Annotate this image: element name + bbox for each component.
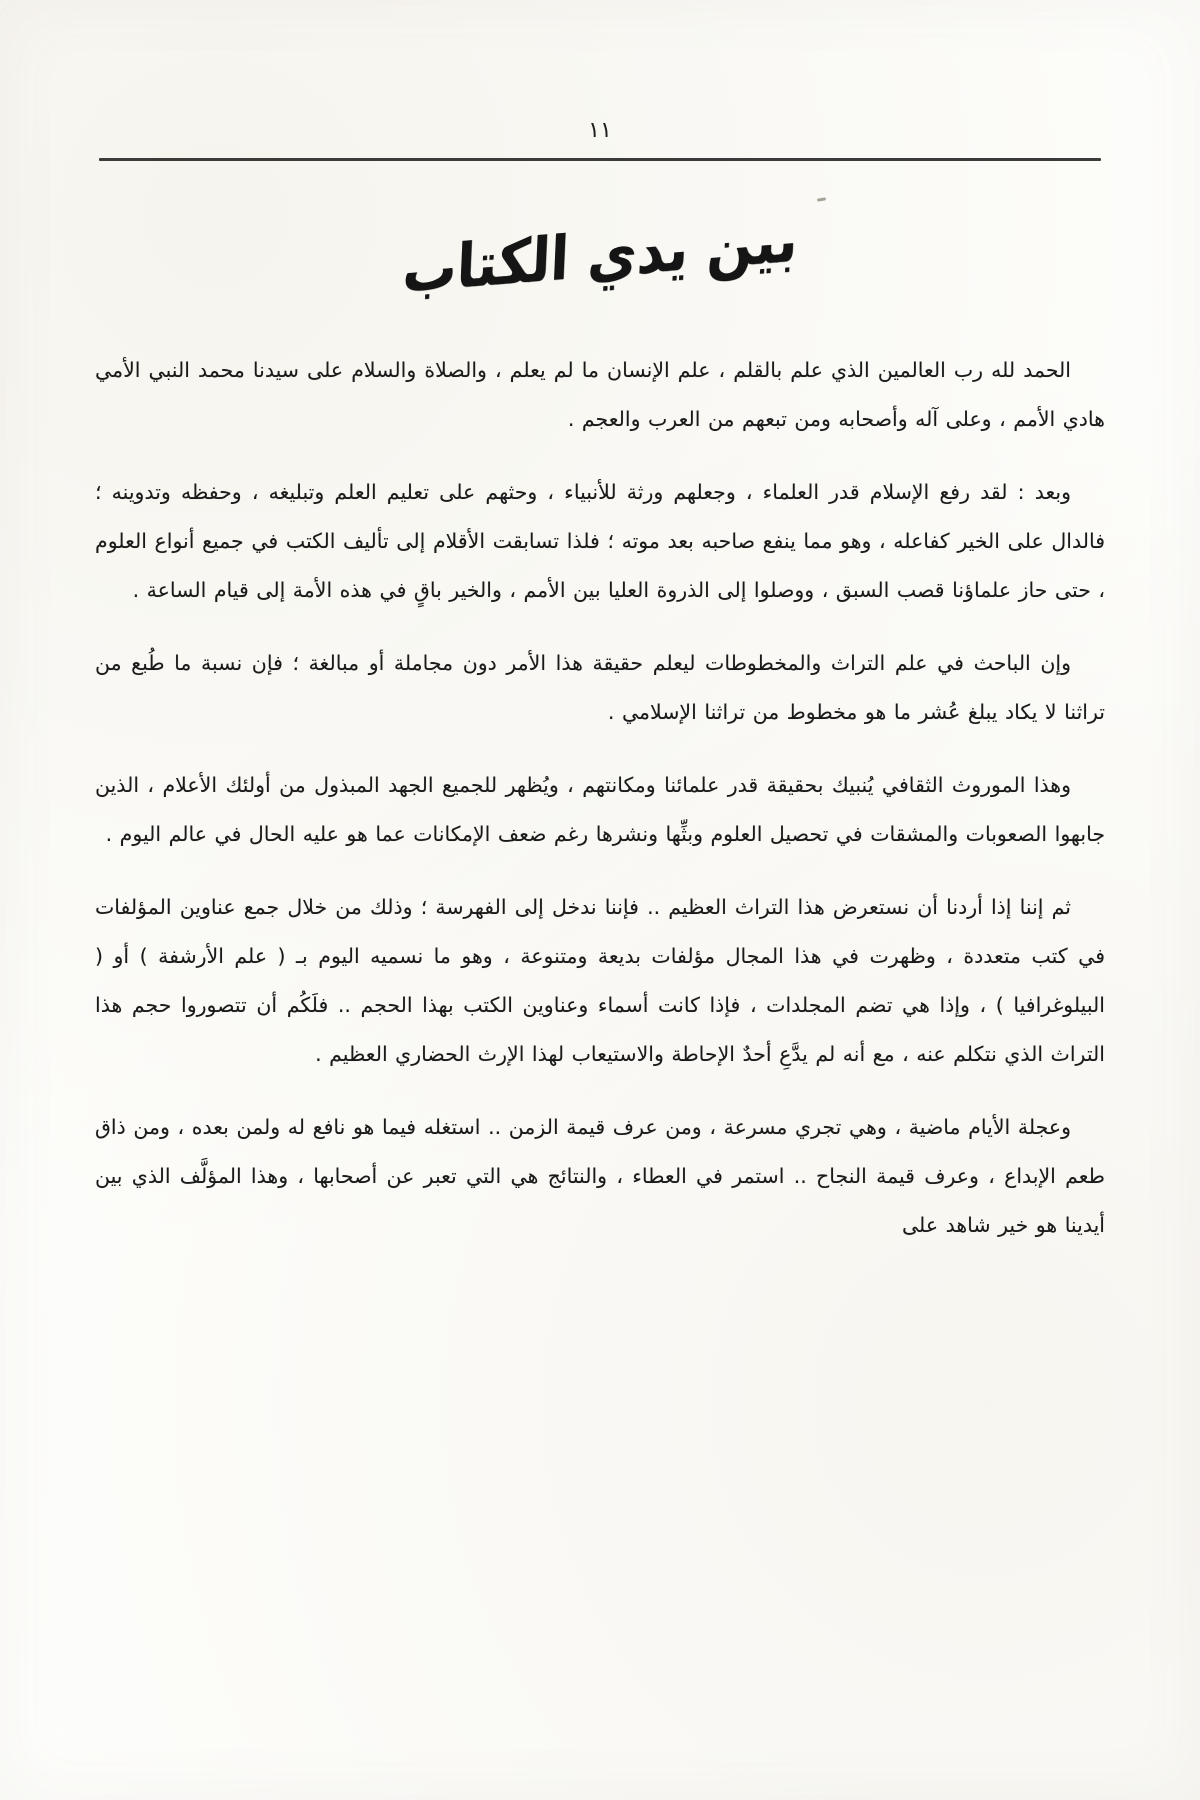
paragraph-4: وهذا الموروث الثقافي يُنبيك بحقيقة قدر علمائنا ومكانتهم ، ويُظهر للجميع الجهد المبذول من أولئك الأعلام ، الذين جابهوا الصعوبات والمشقات في تحصيل العلوم وبثِّها ونشرها رغم ضعف الإمكانات عما هو عليه الحال في عالم اليوم .: [95, 773, 1105, 846]
paragraph-1: الحمد لله رب العالمين الذي علم بالقلم ، علم الإنسان ما لم يعلم ، والصلاة والسلام على سيدنا محمد النبي الأمي هادي الأمم ، وعلى آله وأصحابه ومن تبعهم من العرب والعجم .: [95, 358, 1105, 431]
page-title-container: [95, 204, 1105, 324]
page-number: ١١: [588, 118, 612, 143]
scan-speck-mark: [817, 197, 826, 201]
paragraph-3: وإن الباحث في علم التراث والمخطوطات ليعلم حقيقة هذا الأمر دون مجاملة أو مبالغة ؛ فإن نسبة ما طُبع من تراثنا لا يكاد يبلغ عُشر ما هو مخطوط من تراثنا الإسلامي .: [95, 651, 1105, 724]
body-text: [95, 346, 1105, 1250]
page-title: بين يدي الكتاب: [400, 204, 800, 307]
paragraph-6: وعجلة الأيام ماضية ، وهي تجري مسرعة ، ومن عرف قيمة الزمن .. استغله فيما هو نافع له ولمن بعده ، ومن ذاق طعم الإبداع ، وعرف قيمة النجاح .. استمر في العطاء ، والنتائج هي التي تعبر عن أصحابها ، وهذا المؤلَّف الذي بين أيدينا هو خير شاهد على: [95, 1115, 1105, 1237]
paragraph-5: ثم إننا إذا أردنا أن نستعرض هذا التراث العظيم .. فإننا ندخل إلى الفهرسة ؛ وذلك من خلال جمع عناوين المؤلفات في كتب متعددة ، وظهرت في هذا المجال مؤلفات بديعة ومتنوعة ، وهو ما نسميه اليوم بـ ( علم الأرشفة ) أو ( البيلوغرافيا ) ، وإذا هي تضم المجلدات ، فإذا كانت أسماء وعناوين الكتب بهذا الحجم .. فلَكُم أن تتصوروا حجم هذا التراث الذي نتكلم عنه ، مع أنه لم يدَّعِ أحدٌ الإحاطة والاستيعاب لهذا الإرث الحضاري العظيم .: [95, 895, 1105, 1066]
paragraph-2: وبعد : لقد رفع الإسلام قدر العلماء ، وجعلهم ورثة للأنبياء ، وحثهم على تعليم العلم وتبليغه ، وحفظه وتدوينه ؛ فالدال على الخير كفاعله ، وهو مما ينفع صاحبه بعد موته ؛ فلذا تسابقت الأقلام إلى تأليف الكتب في جميع أنواع العلوم ، حتى حاز علماؤنا قصب السبق ، ووصلوا إلى الذروة العليا بين الأمم ، والخير باقٍ في هذه الأمة إلى قيام الساعة .: [95, 480, 1105, 602]
page-content: [95, 0, 1105, 1800]
header-divider: [99, 158, 1101, 161]
